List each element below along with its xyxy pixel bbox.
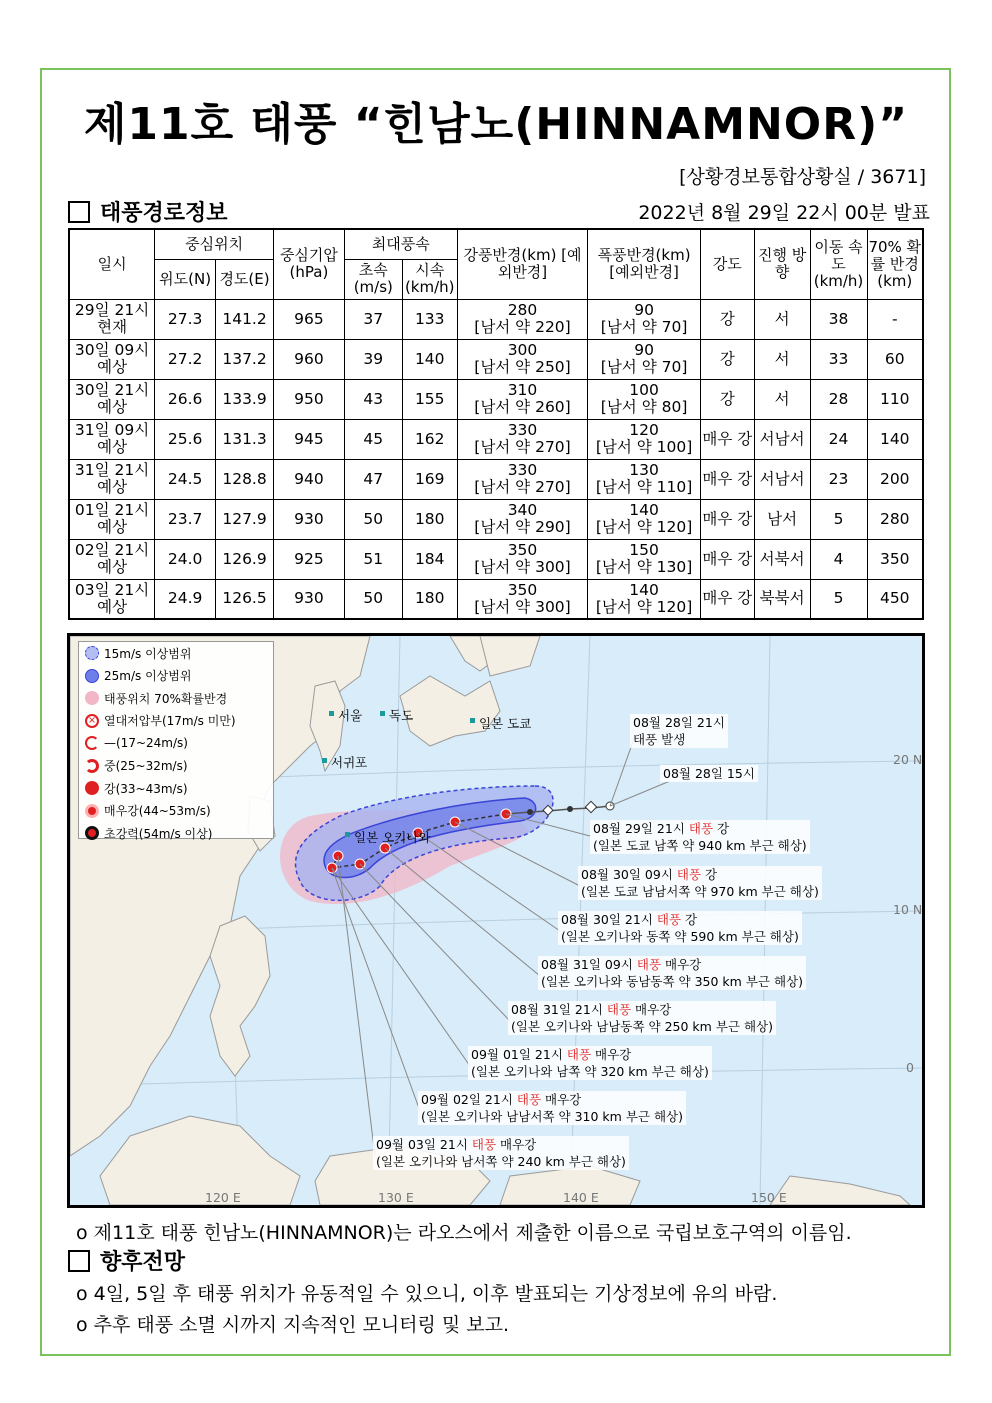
- cell-speed: 24: [810, 419, 867, 459]
- cell-storm: 90 [남서 약 70]: [588, 339, 701, 379]
- cell-lon: 128.8: [216, 459, 274, 499]
- cell-kmh: 155: [402, 379, 457, 419]
- cell-storm: 100 [남서 약 80]: [588, 379, 701, 419]
- cell-intensity: 매우 강: [700, 539, 754, 579]
- table-row: [69, 379, 923, 419]
- checkbox-square-icon: [68, 201, 90, 223]
- cell-speed: 38: [810, 299, 867, 339]
- cell-intensity: 매우 강: [700, 499, 754, 539]
- cell-speed: 5: [810, 579, 867, 619]
- checkbox-square-icon: [68, 1250, 90, 1272]
- cell-prob: 450: [867, 579, 923, 619]
- typhoon-track-map: [67, 633, 925, 1208]
- cell-direction: 서: [754, 379, 810, 419]
- cell-prob: 110: [867, 379, 923, 419]
- cell-intensity: 매우 강: [700, 579, 754, 619]
- cell-lat: 27.3: [155, 299, 216, 339]
- cell-storm: 120 [남서 약 100]: [588, 419, 701, 459]
- cell-storm: 140 [남서 약 120]: [588, 579, 701, 619]
- grid-0: 0: [906, 1060, 914, 1075]
- cell-intensity: 매우 강: [700, 419, 754, 459]
- header-direction: 진행 방향: [754, 229, 810, 299]
- issued-time: 2022년 8월 29일 22시 00분 발표: [638, 202, 930, 224]
- cell-pressure: 940: [274, 459, 345, 499]
- cell-time: 31일 09시 예상: [69, 419, 155, 459]
- cell-lat: 23.7: [155, 499, 216, 539]
- grid-20n: 20 N: [893, 752, 923, 767]
- cell-kmh: 133: [402, 299, 457, 339]
- cell-storm: 140 [남서 약 120]: [588, 499, 701, 539]
- table-row: [69, 539, 923, 579]
- track-point-icon: [527, 809, 533, 815]
- cell-direction: 서남서: [754, 419, 810, 459]
- track-label-4: 08월 30일 21시 태풍 강 (일본 오키나와 동쪽 약 590 km 부근 해상): [558, 911, 802, 945]
- header-maxwind: 최대풍속: [344, 229, 457, 259]
- cell-kmh: 180: [402, 579, 457, 619]
- cell-lon: 133.9: [216, 379, 274, 419]
- header-lat: 위도(N): [155, 259, 216, 299]
- table-row: [69, 579, 923, 619]
- table-row: [69, 299, 923, 339]
- track-label-5: 08월 31일 09시 태풍 매우강 (일본 오키나와 동남동쪽 약 350 km 부근 해상): [538, 956, 806, 990]
- grid-140e: 140 E: [563, 1190, 599, 1205]
- grid-150e: 150 E: [751, 1190, 787, 1205]
- legend-item-super: 초강력(54m/s 이상): [79, 822, 273, 845]
- cell-lon: 126.9: [216, 539, 274, 579]
- cell-lat: 24.9: [155, 579, 216, 619]
- seogwipo-marker-icon: [322, 758, 327, 763]
- typhoon-track-table: [68, 228, 924, 620]
- cell-gale: 300 [남서 약 250]: [457, 339, 588, 379]
- strong-typhoon-icon: [85, 781, 99, 795]
- header-speed: 이동 속도 (km/h): [810, 229, 867, 299]
- cell-pressure: 945: [274, 419, 345, 459]
- very-strong-typhoon-icon: [85, 804, 99, 818]
- table-row: [69, 459, 923, 499]
- cell-time: 29일 21시 현재: [69, 299, 155, 339]
- cell-lat: 27.2: [155, 339, 216, 379]
- cell-pressure: 950: [274, 379, 345, 419]
- cell-ms: 39: [344, 339, 402, 379]
- section-track-heading: [68, 196, 228, 227]
- cell-ms: 43: [344, 379, 402, 419]
- cell-lon: 127.9: [216, 499, 274, 539]
- seoul-marker-icon: [329, 711, 334, 716]
- header-lon: 경도(E): [216, 259, 274, 299]
- cell-speed: 28: [810, 379, 867, 419]
- place-okinawa: 일본 오키나와: [354, 830, 431, 845]
- cell-lat: 26.6: [155, 379, 216, 419]
- cell-prob: 280: [867, 499, 923, 539]
- cell-storm: 150 [남서 약 130]: [588, 539, 701, 579]
- grid-130e: 130 E: [378, 1190, 414, 1205]
- cell-lon: 141.2: [216, 299, 274, 339]
- weak-typhoon-icon: [85, 736, 99, 750]
- section-track-title: 태풍경로정보: [100, 201, 228, 226]
- cell-ms: 50: [344, 499, 402, 539]
- track-label-9: 09월 03일 21시 태풍 매우강 (일본 오키나와 남서쪽 약 240 km 부근 해상): [373, 1136, 629, 1170]
- cell-lon: 131.3: [216, 419, 274, 459]
- cell-lat: 24.0: [155, 539, 216, 579]
- place-seoul: 서울: [338, 708, 363, 723]
- cell-direction: 남서: [754, 499, 810, 539]
- cell-speed: 33: [810, 339, 867, 379]
- legend-item-prob: 태풍위치 70%확률반경: [79, 687, 273, 710]
- cell-pressure: 930: [274, 579, 345, 619]
- note-outlook-1: o 4일, 5일 후 태풍 위치가 유동적일 수 있으니, 이후 발표되는 기상정보에 유의 바람.: [76, 1283, 778, 1305]
- cell-intensity: 강: [700, 339, 754, 379]
- grid-120e: 120 E: [205, 1190, 241, 1205]
- track-label-7: 09월 01일 21시 태풍 매우강 (일본 오키나와 남쪽 약 320 km 부근 해상): [468, 1046, 712, 1080]
- storm-area-icon: [85, 669, 99, 683]
- cell-kmh: 140: [402, 339, 457, 379]
- legend-item-verystrong: 매우강(44~53m/s): [79, 800, 273, 823]
- okinawa-marker-icon: [345, 832, 350, 837]
- track-label-2: 08월 29일 21시 태풍 강 (일본 도쿄 남쪽 약 940 km 부근 해상): [590, 820, 810, 854]
- track-label-6: 08월 31일 21시 태풍 매우강 (일본 오키나와 남남동쪽 약 250 km 부근 해상): [508, 1001, 776, 1035]
- legend-item-medium: 중(25~32m/s): [79, 755, 273, 778]
- cell-intensity: 강: [700, 299, 754, 339]
- track-label-3: 08월 30일 09시 태풍 강 (일본 도쿄 남남서쪽 약 970 km 부근 해상): [578, 866, 822, 900]
- cell-kmh: 162: [402, 419, 457, 459]
- cell-storm: 90 [남서 약 70]: [588, 299, 701, 339]
- cell-prob: 140: [867, 419, 923, 459]
- cell-direction: 북북서: [754, 579, 810, 619]
- table-row: [69, 339, 923, 379]
- track-label-0: 08월 28일 21시 태풍 발생: [630, 714, 728, 748]
- dokdo-marker-icon: [380, 711, 385, 716]
- cell-lat: 25.6: [155, 419, 216, 459]
- legend-item-15ms: 15m/s 이상범위: [79, 642, 273, 665]
- legend-item-strong: 강(33~43m/s): [79, 777, 273, 800]
- header-ms: 초속 (m/s): [344, 259, 402, 299]
- track-point-icon: [567, 806, 573, 812]
- department-label: [상황경보통합상황실 / 3671]: [679, 166, 926, 188]
- legend-item-td: × 열대저압부(17m/s 미만): [79, 710, 273, 733]
- cell-ms: 45: [344, 419, 402, 459]
- cell-gale: 330 [남서 약 270]: [457, 419, 588, 459]
- section-outlook-title: 향후전망: [100, 1250, 186, 1275]
- header-storm-radius: 폭풍반경(km) [예외반경]: [588, 229, 701, 299]
- cell-prob: 350: [867, 539, 923, 579]
- cell-prob: 200: [867, 459, 923, 499]
- cell-prob: 60: [867, 339, 923, 379]
- map-legend: [78, 641, 274, 839]
- cell-kmh: 169: [402, 459, 457, 499]
- cell-gale: 280 [남서 약 220]: [457, 299, 588, 339]
- legend-item-weak: —(17~24m/s): [79, 732, 273, 755]
- header-probability: 70% 확률 반경 (km): [867, 229, 923, 299]
- cell-speed: 5: [810, 499, 867, 539]
- cell-time: 01일 21시 예상: [69, 499, 155, 539]
- cell-ms: 37: [344, 299, 402, 339]
- cell-pressure: 930: [274, 499, 345, 539]
- header-time: 일시: [69, 229, 155, 299]
- track-label-1: 08월 28일 15시: [660, 765, 758, 782]
- super-typhoon-icon: [85, 826, 99, 840]
- place-dokdo: 독도: [389, 708, 414, 723]
- medium-typhoon-icon: [85, 759, 99, 773]
- probability-area-icon: [85, 691, 99, 705]
- header-center: 중심위치: [155, 229, 274, 259]
- section-outlook-heading: [68, 1245, 185, 1276]
- header-gale-radius: 강풍반경(km) [예외반경]: [457, 229, 588, 299]
- note-outlook-2: o 추후 태풍 소멸 시까지 지속적인 모니터링 및 보고.: [76, 1314, 510, 1336]
- cell-direction: 서: [754, 299, 810, 339]
- cell-pressure: 960: [274, 339, 345, 379]
- cell-lat: 24.5: [155, 459, 216, 499]
- cell-storm: 130 [남서 약 110]: [588, 459, 701, 499]
- track-label-8: 09월 02일 21시 태풍 매우강 (일본 오키나와 남남서쪽 약 310 km 부근 해상): [418, 1091, 686, 1125]
- header-kmh: 시속 (km/h): [402, 259, 457, 299]
- cell-ms: 47: [344, 459, 402, 499]
- cell-ms: 50: [344, 579, 402, 619]
- cell-pressure: 925: [274, 539, 345, 579]
- legend-item-25ms: 25m/s 이상범위: [79, 665, 273, 688]
- table-row: [69, 419, 923, 459]
- cell-ms: 51: [344, 539, 402, 579]
- cell-time: 30일 21시 예상: [69, 379, 155, 419]
- grid-10n: 10 N: [893, 902, 923, 917]
- cell-gale: 310 [남서 약 260]: [457, 379, 588, 419]
- cell-time: 02일 21시 예상: [69, 539, 155, 579]
- cell-time: 30일 09시 예상: [69, 339, 155, 379]
- cell-prob: -: [867, 299, 923, 339]
- cell-intensity: 매우 강: [700, 459, 754, 499]
- cell-speed: 23: [810, 459, 867, 499]
- cell-time: 31일 21시 예상: [69, 459, 155, 499]
- cell-direction: 서: [754, 339, 810, 379]
- cell-direction: 서남서: [754, 459, 810, 499]
- page-title: 제11호 태풍 “힌남노(HINNAMNOR)”: [83, 99, 909, 150]
- cell-kmh: 184: [402, 539, 457, 579]
- cell-gale: 350 [남서 약 300]: [457, 539, 588, 579]
- cell-gale: 350 [남서 약 300]: [457, 579, 588, 619]
- cell-speed: 4: [810, 539, 867, 579]
- cell-time: 03일 21시 예상: [69, 579, 155, 619]
- cell-lon: 137.2: [216, 339, 274, 379]
- tokyo-marker-icon: [470, 718, 475, 723]
- cell-gale: 340 [남서 약 290]: [457, 499, 588, 539]
- cell-kmh: 180: [402, 499, 457, 539]
- gale-area-icon: [85, 646, 99, 660]
- table-row: [69, 499, 923, 539]
- note-name-origin: o 제11호 태풍 힌남노(HINNAMNOR)는 라오스에서 제출한 이름으로 국립보호구역의 이름임.: [76, 1222, 852, 1244]
- tropical-depression-icon: ×: [85, 714, 99, 728]
- cell-pressure: 965: [274, 299, 345, 339]
- header-pressure: 중심기압 (hPa): [274, 229, 345, 299]
- cell-lon: 126.5: [216, 579, 274, 619]
- place-seogwipo: 서귀포: [331, 755, 368, 770]
- place-tokyo: 일본 도쿄: [479, 716, 532, 731]
- cell-gale: 330 [남서 약 270]: [457, 459, 588, 499]
- cell-intensity: 강: [700, 379, 754, 419]
- header-intensity: 강도: [700, 229, 754, 299]
- cell-direction: 서북서: [754, 539, 810, 579]
